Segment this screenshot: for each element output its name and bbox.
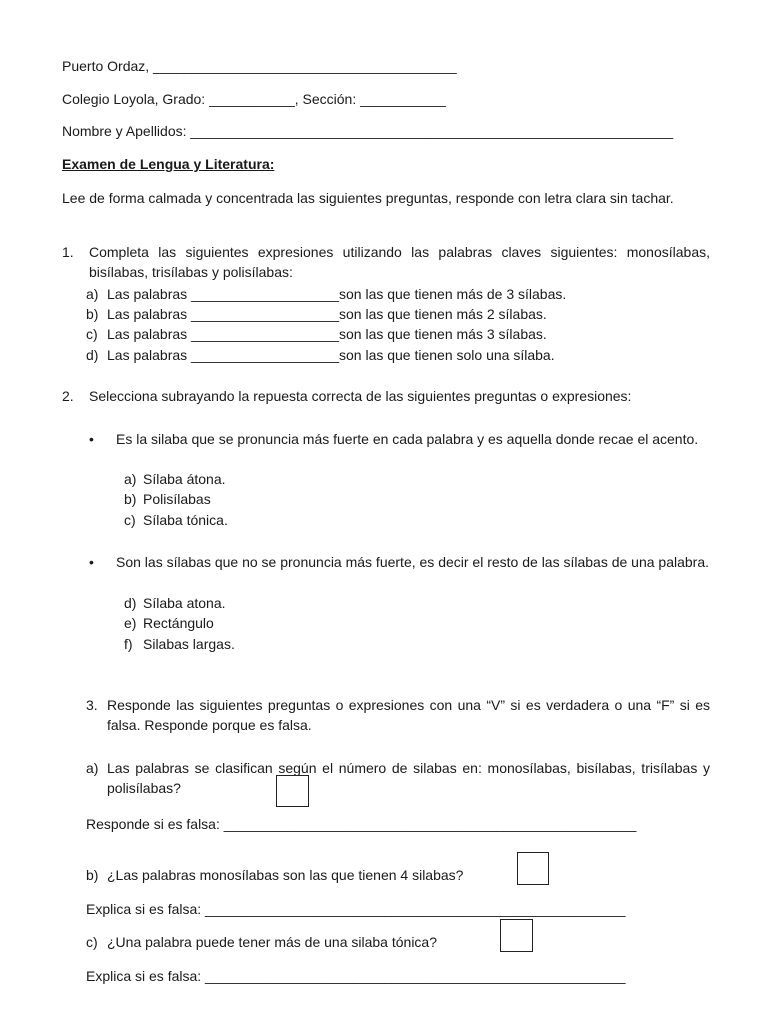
q2-option-text: Sílaba átona. (143, 471, 226, 487)
q3-item-text: ¿Una palabra puede tener más de una silaba tónica? (107, 934, 437, 950)
q3-item-text: ¿Las palabras monosílabas son las que tienen 4 silabas? (107, 867, 464, 883)
q3-number: 3. (86, 697, 98, 713)
q2-bullet-text: Es la silaba que se pronuncia más fuerte en cada palabra y es aquella donde recae el acento. (116, 431, 699, 447)
q2-option-text: Sílaba tónica. (143, 512, 228, 528)
q3-follow-up-line: Explica si es falsa: ______________________________________________________ (86, 968, 626, 984)
instructions: Lee de forma calmada y concentrada las siguientes preguntas, responde con letra clara sin tachar. (62, 190, 674, 206)
q1-number: 1. (62, 244, 74, 260)
q2-option-label: d) (124, 595, 137, 611)
q2-option-label: c) (124, 512, 136, 528)
q2-prompt: Selecciona subrayando la repuesta correcta de las siguientes preguntas o expresiones: (89, 388, 632, 404)
q1-item-label: b) (86, 306, 99, 322)
q3-follow-up-line: Responde si es falsa: _____________________________________________________ (86, 816, 637, 832)
q1-prompt: Completa las siguientes expresiones utilizando las palabras claves siguientes: monosílabas, bisílabas, trisílabas y polisílabas: (89, 244, 710, 280)
true-false-answer-box[interactable] (517, 852, 549, 885)
q1-item-label: a) (86, 286, 99, 302)
q3-item-label: c) (86, 934, 98, 950)
school-grade-section-line: Colegio Loyola, Grado: ___________, Sección: ___________ (62, 91, 446, 107)
q2-option-text: Silabas largas. (143, 636, 235, 652)
q3-prompt: Responde las siguientes preguntas o expresiones con una “V” si es verdadera o una “F” si es falsa. Responde porque es falsa. (107, 697, 710, 733)
bullet-icon: • (89, 554, 94, 570)
q1-item-text: Las palabras ___________________son las que tienen más de 3 sílabas. (107, 286, 567, 302)
q2-option-label: b) (124, 491, 137, 507)
place-date-line: Puerto Ordaz, _______________________________________ (62, 58, 457, 74)
true-false-answer-box[interactable] (276, 775, 309, 807)
q3-item-text: Las palabras se clasifican según el número de silabas en: monosílabas, bisílabas, trisílabas y polisílabas? (107, 760, 710, 796)
student-name-line: Nombre y Apellidos: ______________________________________________________________ (62, 123, 674, 139)
exam-title: Examen de Lengua y Literatura: (62, 156, 275, 172)
q2-option-text: Polisílabas (143, 491, 211, 507)
q1-item-text: Las palabras ___________________son las que tienen más 2 sílabas. (107, 306, 547, 322)
q3-item-label: b) (86, 867, 99, 883)
q2-number: 2. (62, 388, 74, 404)
q1-item-text: Las palabras ___________________son las que tienen más 3 sílabas. (107, 326, 547, 342)
bullet-icon: • (89, 431, 94, 447)
q2-bullet-text: Son las sílabas que no se pronuncia más fuerte, es decir el resto de las sílabas de una palabra. (116, 554, 710, 570)
q1-item-label: d) (86, 347, 99, 363)
q2-option-text: Rectángulo (143, 615, 214, 631)
q2-option-label: e) (124, 615, 137, 631)
q2-option-label: a) (124, 471, 137, 487)
q3-follow-up-line: Explica si es falsa: ______________________________________________________ (86, 901, 626, 917)
q3-item-label: a) (86, 760, 99, 776)
q2-option-text: Sílaba atona. (143, 595, 226, 611)
q1-item-text: Las palabras ___________________son las que tienen solo una sílaba. (107, 347, 555, 363)
true-false-answer-box[interactable] (500, 919, 533, 952)
q2-option-label: f) (124, 636, 133, 652)
q1-item-label: c) (86, 326, 98, 342)
